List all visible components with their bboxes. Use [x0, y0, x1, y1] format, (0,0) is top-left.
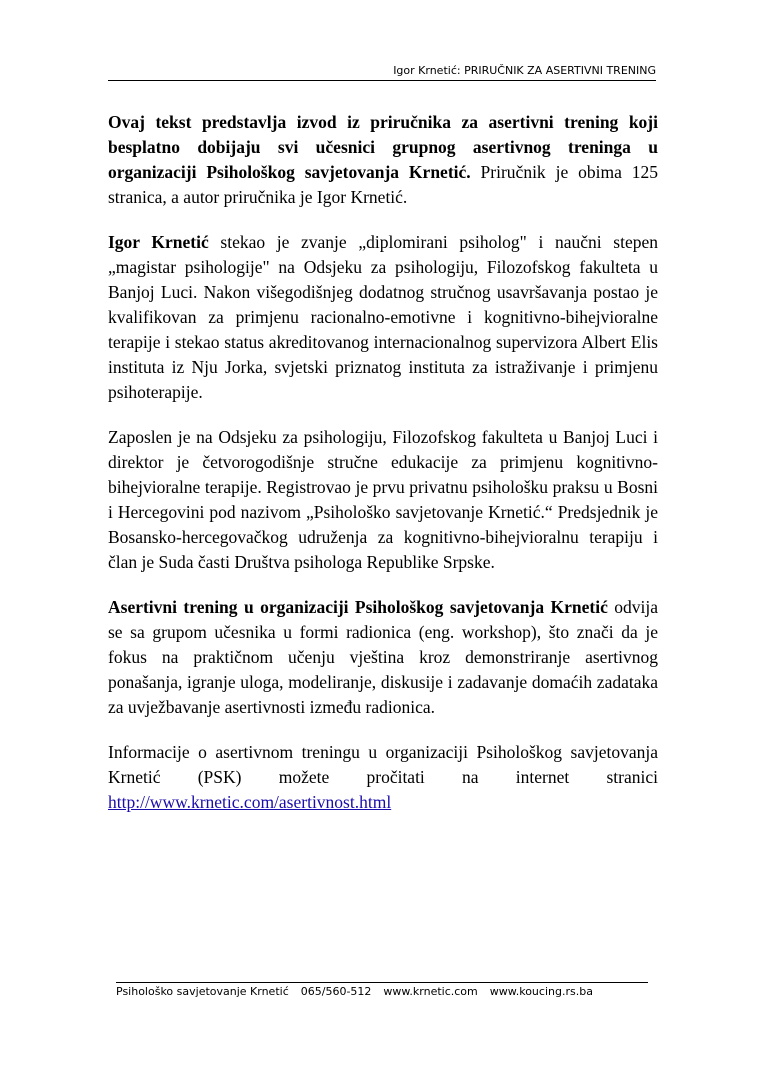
- page-footer: [116, 982, 648, 999]
- info-text: Informacije o asertivnom treningu u organizaciji Psihološkog savjetovanja Krnetić (PSK) možete pročitati na internet stranici: [108, 742, 658, 787]
- paragraph-intro: [108, 110, 658, 210]
- document-body: [108, 110, 658, 835]
- asertivnost-link[interactable]: http://www.krnetic.com/asertivnost.html: [108, 792, 392, 812]
- paragraph-info: [108, 740, 658, 815]
- footer-org: Psihološko savjetovanje Krnetić: [116, 985, 289, 998]
- author-text: stekao je zvanje „diplomirani psiholog" i naučni stepen „magistar psihologije" na Odsjeku za psihologiju, Filozofskog fakulteta u Banjoj Luci. Nakon višegodišnjeg dodatnog stručnog usavršavanja postao je kvalifikovan za primjenu racionalno-emotivne i kognitivno-bihejvioralne terapije i stekao status akreditovanog internacionalnog supervizora Albert Elis instituta iz Nju Jorka, svjetski priznatog instituta za istraživanje i primjenu psihoterapije.: [108, 232, 658, 402]
- paragraph-employment: [108, 425, 658, 575]
- header-text: Igor Krnetić: PRIRUČNIK ZA ASERTIVNI TRENING: [393, 64, 656, 77]
- footer-divider: [116, 982, 648, 983]
- training-bold: Asertivni trening u organizaciji Psihološkog savjetovanja Krnetić: [108, 597, 608, 617]
- paragraph-training: [108, 595, 658, 720]
- author-name: Igor Krnetić: [108, 232, 209, 252]
- employment-text: Zaposlen je na Odsjeku za psihologiju, Filozofskog fakulteta u Banjoj Luci i direktor je četvorogodišnje stručne edukacije za primjenu kognitivno-bihejvioralne terapije. Registrovao je prvu privatnu psihološku praksu u Bosni i Hercegovini pod nazivom „Psihološko savjetovanje Krnetić.“ Predsjednik je Bosansko-hercegovačkog udruženja za kognitivno-bihejvioralnu terapiju i član je Suda časti Društva psihologa Republike Srpske.: [108, 427, 658, 572]
- intro-text: Priručnik je obima 125 stranica, a autor priručnika je Igor Krnetić.: [108, 162, 658, 207]
- intro-bold: Ovaj tekst predstavlja izvod iz priručnika za asertivni trening koji besplatno dobijaju svi učesnici grupnog asertivnog treninga u organizaciji Psihološkog savjetovanja Krnetić.: [108, 112, 658, 182]
- footer-site-koucing: www.koucing.rs.ba: [489, 985, 593, 998]
- paragraph-author: [108, 230, 658, 405]
- footer-phone: 065/560-512: [300, 985, 372, 998]
- training-text: odvija se sa grupom učesnika u formi radionica (eng. workshop), što znači da je fokus na praktičnom učenju vještina kroz demonstriranje asertivnog ponašanja, igranje uloga, modeliranje, diskusije i zadavanje domaćih zadataka za uvježbavanje asertivnosti između radionica.: [108, 597, 659, 717]
- footer-site-krnetic: www.krnetic.com: [383, 985, 478, 998]
- page-header: [108, 64, 656, 81]
